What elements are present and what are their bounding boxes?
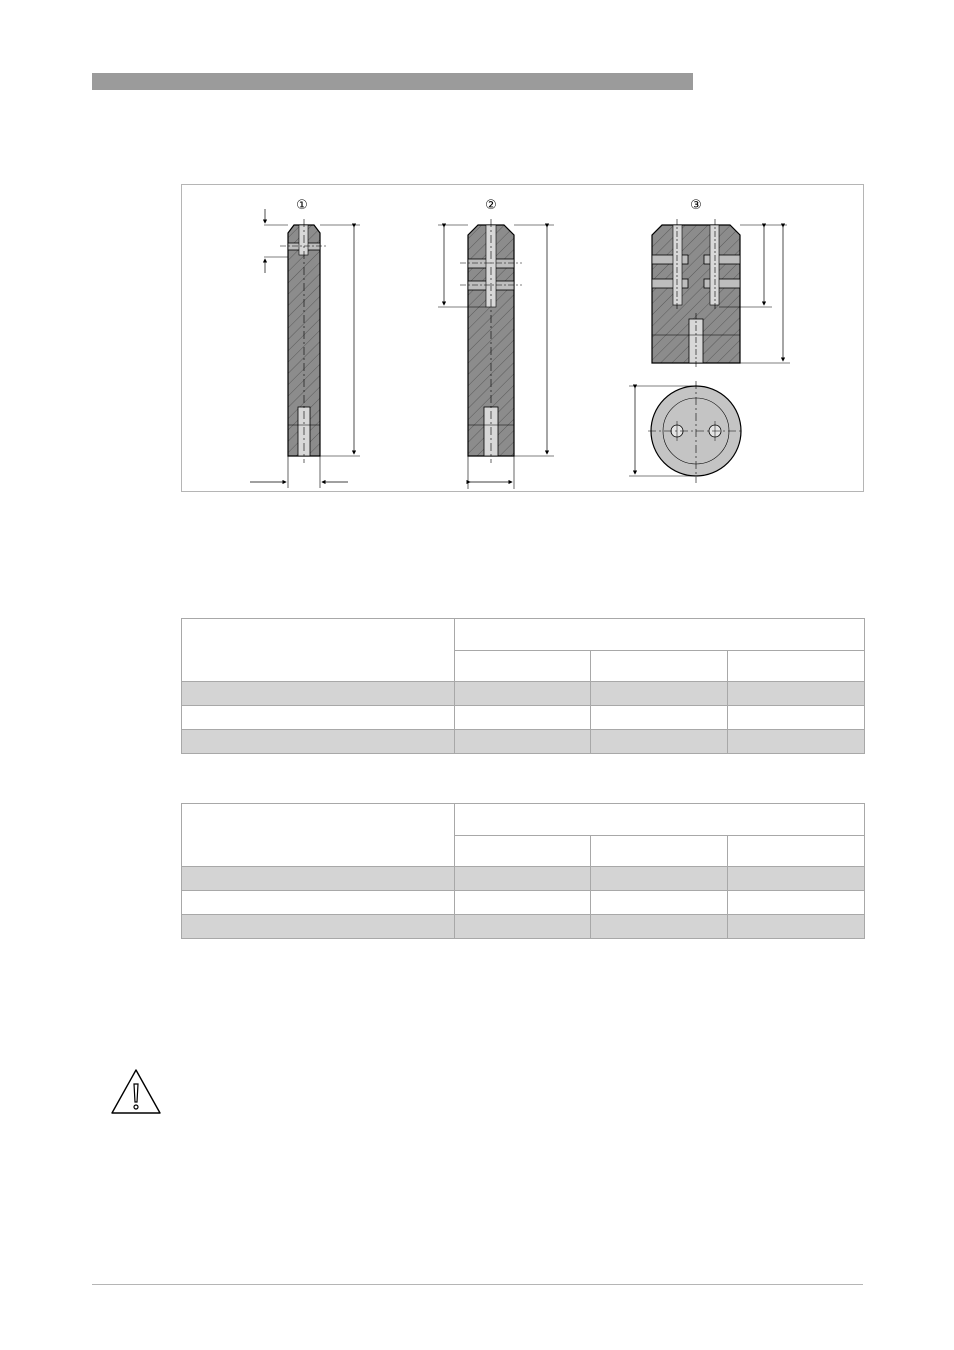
part-3-side-drawing [652,219,790,369]
table-1-header-col-1 [455,651,591,682]
table-2-header-label-cell [182,804,455,867]
table-1-header-col-2 [591,651,728,682]
part-1-drawing [250,209,360,488]
table-2-header-group-cell [455,804,865,836]
dimension-drawing-figure [181,184,864,492]
dimensions-table-1 [181,618,865,754]
table-2-header-col-2 [591,836,728,867]
table-row [182,915,865,939]
table-1-header-col-3 [728,651,865,682]
callout-1: ① [296,198,308,213]
table-row [182,867,865,891]
dimensions-table-2 [181,803,865,939]
table-row [182,891,865,915]
part-2-drawing [438,219,554,489]
table-row [182,730,865,754]
table-1-header-label-cell [182,619,455,682]
header-bar [92,73,693,90]
table-2-header-col-3 [728,836,865,867]
footer-rule [92,1284,863,1285]
part-3-top-drawing [629,381,744,483]
callout-3: ③ [690,198,702,213]
callout-2: ② [485,198,497,213]
dimension-drawing [182,185,865,493]
warning-triangle-icon [110,1068,162,1116]
table-1-header-group-cell [455,619,865,651]
table-2-header-col-1 [455,836,591,867]
table-row [182,682,865,706]
table-row [182,706,865,730]
